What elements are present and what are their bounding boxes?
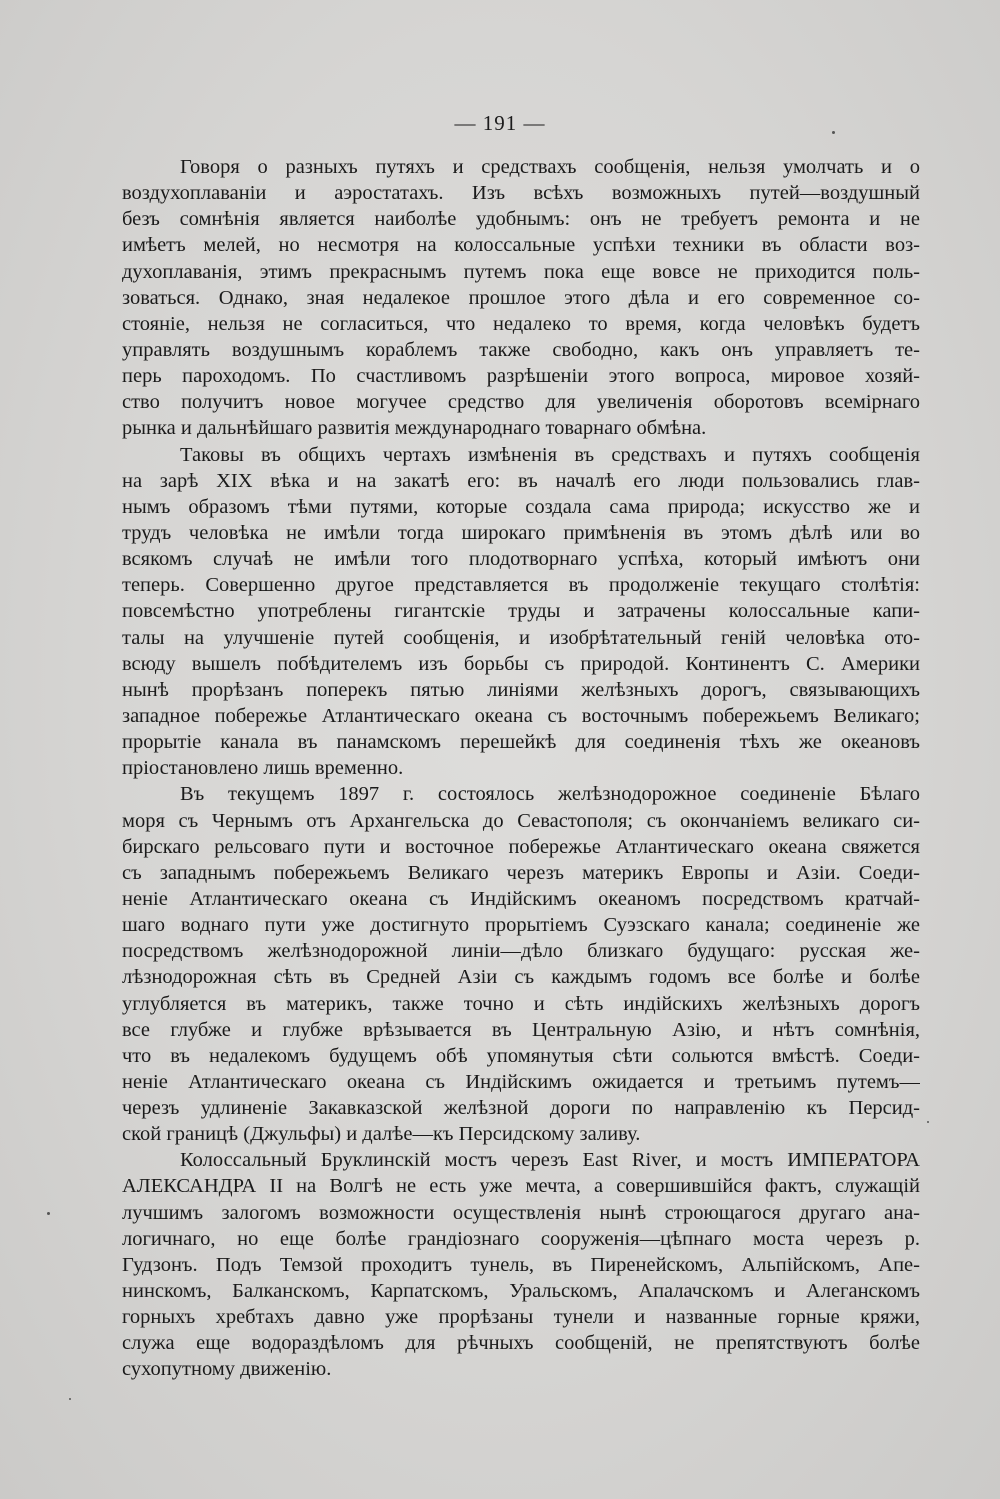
text-line: АЛЕКСАНДРА II на Волгѣ не есть уже мечта, а совершившійся фактъ, служащій (122, 1175, 920, 1198)
text-line: посредствомъ желѣзнодорожной линіи—дѣло близкаго будущаго: русская же- (122, 940, 920, 963)
scan-speck (69, 1398, 71, 1400)
text-line: нымъ образомъ тѣми путями, которые создала сама природа; искусство же и (122, 495, 920, 518)
text-line: неніе Атлантическаго океана съ Индійскимъ океаномъ посредствомъ кратчай- (122, 887, 920, 910)
scan-speck (832, 131, 835, 134)
text-line: все глубже и глубже врѣзывается въ Центральную Азію, и нѣтъ сомнѣнія, (122, 1018, 920, 1041)
text-line: зоваться. Однако, зная недалекое прошлое этого дѣла и его современное со- (122, 286, 920, 309)
text-line: лѣзнодорожная сѣть въ Средней Азіи съ каждымъ годомъ все болѣе и болѣе (122, 966, 920, 989)
text-line: Колоссальный Бруклинскій мостъ черезъ East River, и мостъ ИМПЕРАТОРА (180, 1149, 920, 1172)
text-line: логичнаго, но еще болѣе грандіознаго сооруженія—цѣпнаго моста черезъ р. (122, 1227, 920, 1250)
paragraph (122, 781, 920, 1147)
text-line: пріостановлено лишь временно. (122, 757, 404, 780)
paragraph (122, 1147, 920, 1382)
text-line: имѣетъ мелей, но несмотря на колоссальные успѣхи техники въ области воз- (122, 234, 920, 257)
text-line: моря съ Чернымъ отъ Архангельска до Севастополя; съ окончаніемъ великаго си- (122, 809, 920, 832)
scan-speck (47, 1212, 50, 1215)
paragraph (122, 442, 920, 782)
text-line: углубляется въ материкъ, также точно и сѣть индійскихъ желѣзныхъ дорогъ (122, 992, 920, 1015)
text-line: трудъ человѣка не имѣли тогда широкаго примѣненія въ этомъ дѣлѣ или во (122, 521, 920, 544)
paragraph (122, 154, 920, 442)
text-line: горныхъ хребтахъ давно уже прорѣзаны тунели и названные горные кряжи, (122, 1306, 920, 1329)
text-line: духоплаванія, этимъ прекраснымъ путемъ пока еще вовсе не приходится поль- (122, 260, 920, 283)
text-line: управлять воздушнымъ кораблемъ также свободно, какъ онъ управляетъ те- (122, 338, 920, 361)
text-line: Въ текущемъ 1897 г. состоялось желѣзнодорожное соединеніе Бѣлаго (180, 783, 920, 806)
text-line: нынѣ прорѣзанъ поперекъ пятью линіями желѣзныхъ дорогъ, связывающихъ (122, 678, 920, 701)
text-line: что въ недалекомъ будущемъ обѣ упомянутыя сѣти сольются вмѣстѣ. Соеди- (122, 1044, 920, 1067)
text-line: Гудзонъ. Подъ Темзой проходитъ тунель, въ Пиренейскомъ, Альпійскомъ, Апе- (122, 1253, 920, 1276)
body-text (122, 154, 920, 1383)
text-line: ство получитъ новое могучее средство для увеличенія оборотовъ всемірнаго (122, 391, 920, 414)
text-line: Таковы въ общихъ чертахъ измѣненія въ средствахъ и путяхъ сообщенія (180, 443, 920, 466)
text-line: служа еще водораздѣломъ для рѣчныхъ сообщеній, не препятствуютъ болѣе (122, 1332, 920, 1355)
text-line: теперь. Совершенно другое представляется въ продолженіе текущаго столѣтія: (122, 574, 920, 597)
text-line: черезъ удлиненіе Закавказской желѣзной дороги по направленію къ Персид- (122, 1097, 920, 1120)
text-line: съ западнымъ побережьемъ Великаго черезъ материкъ Европы и Азіи. Соеди- (122, 861, 920, 884)
text-line: талы на улучшеніе путей сообщенія, и изобрѣтательный геній человѣка ото- (122, 626, 920, 649)
text-line: прорытіе канала въ панамскомъ перешейкѣ для соединенія тѣхъ же океановъ (122, 731, 920, 754)
text-line: шаго воднаго пути уже достигнуто прорытіемъ Суэзскаго канала; соединеніе же (122, 914, 920, 937)
scan-speck (927, 1121, 929, 1123)
text-line: перь пароходомъ. По счастливомъ разрѣшеніи этого вопроса, мировое хозяй- (122, 365, 920, 388)
text-line: лучшимъ залогомъ возможности осуществленія нынѣ строющагося другаго ана- (122, 1201, 920, 1224)
text-line: на зарѣ XIX вѣка и на закатѣ его: въ началѣ его люди пользовались глав- (122, 469, 920, 492)
text-line: рынка и дальнѣйшаго развитія международнаго товарнаго обмѣна. (122, 417, 707, 440)
page-number: — 191 — (454, 111, 546, 135)
text-line: бирскаго рельсоваго пути и восточное побережье Атлантическаго океана свяжется (122, 835, 920, 858)
text-line: ской границѣ (Джульфы) и далѣе—къ Персидскому заливу. (122, 1123, 641, 1146)
text-line: стояніе, нельзя не согласиться, что недалеко то время, когда человѣкъ будетъ (122, 312, 920, 335)
text-line: Говоря о разныхъ путяхъ и средствахъ сообщенія, нельзя умолчать и о (180, 156, 920, 178)
text-line: западное побережье Атлантическаго океана съ восточнымъ побережьемъ Великаго; (122, 704, 920, 727)
text-line: воздухоплаваніи и аэростатахъ. Изъ всѣхъ возможныхъ путей—воздушный (122, 182, 920, 205)
text-line: всюду вышелъ побѣдителемъ изъ борьбы съ природой. Континентъ С. Америки (122, 652, 920, 675)
text-line: нинскомъ, Балканскомъ, Карпатскомъ, Уральскомъ, Апалачскомъ и Алеганскомъ (122, 1280, 920, 1303)
text-line: сухопутному движенію. (122, 1358, 332, 1381)
text-line: повсемѣстно употреблены гигантскіе труды и затрачены колоссальные капи- (122, 600, 920, 623)
text-line: всякомъ случаѣ не имѣли того плодотворнаго успѣха, который имѣютъ они (122, 548, 920, 571)
text-line: безъ сомнѣнія является наиболѣе удобнымъ: онъ не требуетъ ремонта и не (122, 208, 920, 231)
text-line: неніе Атлантическаго океана съ Индійскимъ ожидается и третьимъ путемъ— (122, 1070, 920, 1093)
